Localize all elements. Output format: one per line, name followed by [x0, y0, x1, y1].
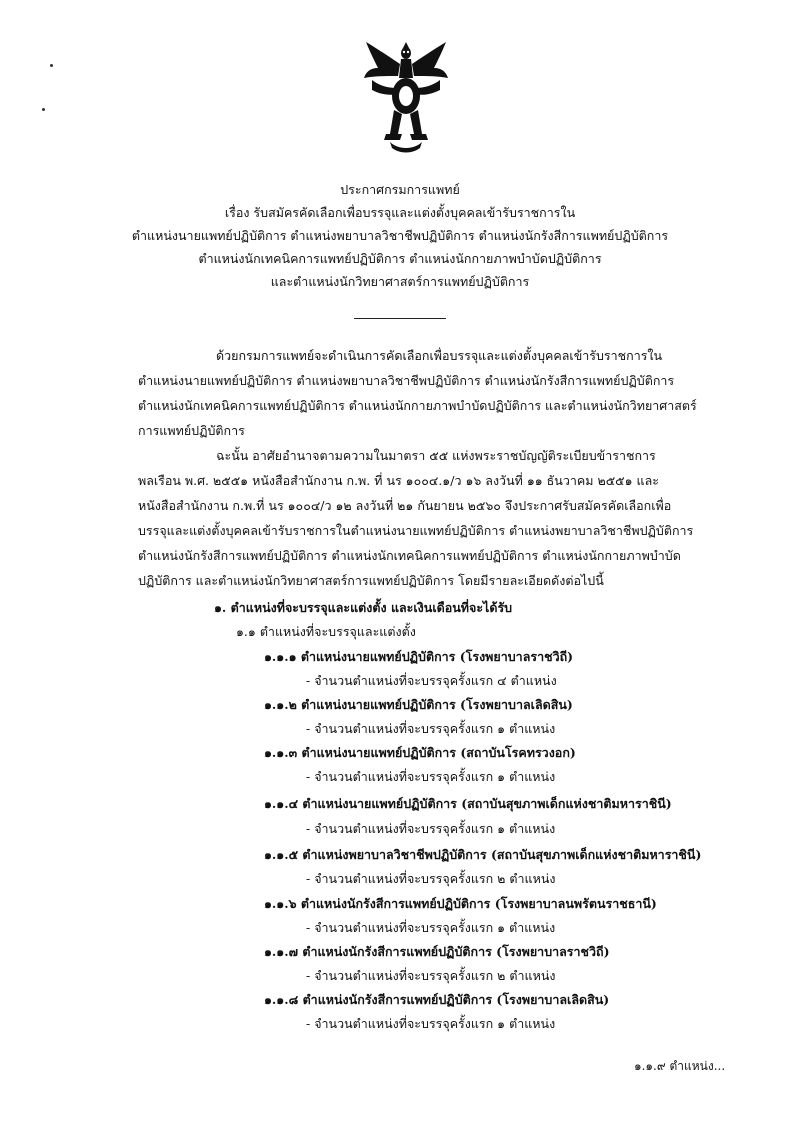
position-title: ๑.๑.๘ ตำแหน่งนักรังสีการแพทย์ปฏิบัติการ (โรงพยาบาลเลิดสิน): [264, 992, 610, 1007]
position-count: - จำนวนตำแหน่งที่จะบรรจุครั้งแรก ๑ ตำแหน่ง: [306, 1016, 556, 1031]
header-title: ประกาศกรมการแพทย์: [340, 182, 460, 197]
paragraph-line: ฉะนั้น อาศัยอำนาจตามความในมาตรา ๕๕ แห่งพระราชบัญญัติระเบียบข้าราชการ: [216, 448, 656, 463]
paragraph-line: ตำแหน่งนายแพทย์ปฏิบัติการ ตำแหน่งพยาบาลวิชาชีพปฏิบัติการ ตำแหน่งนักรังสีการแพทย์ปฏิบัติการ: [138, 373, 675, 388]
position-count: - จำนวนตำแหน่งที่จะบรรจุครั้งแรก ๑ ตำแหน่ง: [306, 920, 556, 935]
header-subject: เรื่อง รับสมัครคัดเลือกเพื่อบรรจุและแต่งตั้งบุคคลเข้ารับราชการใน: [224, 205, 576, 220]
position-count: - จำนวนตำแหน่งที่จะบรรจุครั้งแรก ๒ ตำแหน่ง: [306, 871, 556, 886]
paragraph-line: บรรจุและแต่งตั้งบุคคลเข้ารับราชการในตำแหน่งนายแพทย์ปฏิบัติการ ตำแหน่งพยาบาลวิชาชีพปฏิบัติการ: [138, 523, 694, 538]
header-subject-line: ตำแหน่งนายแพทย์ปฏิบัติการ ตำแหน่งพยาบาลวิชาชีพปฏิบัติการ ตำแหน่งนักรังสีการแพทย์ปฏิบัติการ: [131, 228, 669, 243]
position-title: ๑.๑.๓ ตำแหน่งนายแพทย์ปฏิบัติการ (สถาบันโรคทรวงอก): [264, 745, 576, 760]
paragraph-line: การแพทย์ปฏิบัติการ: [138, 423, 245, 438]
paragraph-line: ปฏิบัติการ และตำแหน่งนักวิทยาศาสตร์การแพทย์ปฏิบัติการ โดยมีรายละเอียดดังต่อไปนี้: [138, 573, 604, 588]
paragraph-line: พลเรือน พ.ศ. ๒๕๕๑ หนังสือสำนักงาน ก.พ. ที่ นร ๑๐๐๔.๑/ว ๑๖ ลงวันที่ ๑๑ ธันวาคม ๒๕๕๑ และ: [138, 473, 659, 488]
position-title: ๑.๑.๗ ตำแหน่งนักรังสีการแพทย์ปฏิบัติการ (โรงพยาบาลราชวิถี): [264, 944, 610, 959]
authority-paragraph: [138, 443, 738, 593]
paragraph-line: ตำแหน่งนักรังสีการแพทย์ปฏิบัติการ ตำแหน่งนักเทคนิคการแพทย์ปฏิบัติการ ตำแหน่งนักกายภาพบำบัด: [138, 548, 681, 563]
position-title: ๑.๑.๖ ตำแหน่งนักรังสีการแพทย์ปฏิบัติการ (โรงพยาบาลนพรัตนราชธานี): [264, 896, 657, 911]
section-subheading: ๑.๑ ตำแหน่งที่จะบรรจุและแต่งตั้ง: [236, 624, 416, 639]
scan-speck: [42, 108, 45, 111]
position-count: - จำนวนตำแหน่งที่จะบรรจุครั้งแรก ๑ ตำแหน่ง: [306, 769, 556, 784]
position-count: - จำนวนตำแหน่งที่จะบรรจุครั้งแรก ๒ ตำแหน่ง: [306, 968, 556, 983]
section-heading: ๑. ตำแหน่งที่จะบรรจุและแต่งตั้ง และเงินเดือนที่จะได้รับ: [214, 600, 513, 615]
position-title: ๑.๑.๑ ตำแหน่งนายแพทย์ปฏิบัติการ (โรงพยาบาลราชวิถี): [264, 649, 574, 664]
header-subject-line: และตำแหน่งนักวิทยาศาสตร์การแพทย์ปฏิบัติการ: [270, 274, 530, 289]
announcement-header: [100, 178, 700, 293]
paragraph-line: ตำแหน่งนักเทคนิคการแพทย์ปฏิบัติการ ตำแหน่งนักกายภาพบำบัดปฏิบัติการ และตำแหน่งนักวิทยาศาสตร์: [138, 398, 697, 413]
header-subject-line: ตำแหน่งนักเทคนิคการแพทย์ปฏิบัติการ ตำแหน่งนักกายภาพบำบัดปฏิบัติการ: [198, 251, 602, 266]
position-title: ๑.๑.๒ ตำแหน่งนายแพทย์ปฏิบัติการ (โรงพยาบาลเลิดสิน): [264, 697, 573, 712]
garuda-emblem-icon: [360, 38, 452, 156]
paragraph-line: หนังสือสำนักงาน ก.พ.ที่ นร ๑๐๐๔/ว ๑๒ ลงวันที่ ๒๑ กันยายน ๒๕๖๐ จึงประกาศรับสมัครคัดเลือกเพื่อ: [138, 498, 672, 513]
paragraph-line: ด้วยกรมการแพทย์จะดำเนินการคัดเลือกเพื่อบรรจุและแต่งตั้งบุคคลเข้ารับราชการใน: [216, 348, 663, 363]
intro-paragraph: [138, 343, 738, 443]
position-title: ๑.๑.๕ ตำแหน่งพยาบาลวิชาชีพปฏิบัติการ (สถาบันสุขภาพเด็กแห่งชาติมหาราชินี): [264, 847, 702, 862]
page-continuation: ๑.๑.๙ ตำแหน่ง...: [634, 1059, 726, 1073]
header-divider: [354, 318, 446, 319]
position-title: ๑.๑.๔ ตำแหน่งนายแพทย์ปฏิบัติการ (สถาบันสุขภาพเด็กแห่งชาติมหาราชินี): [264, 796, 672, 811]
position-count: - จำนวนตำแหน่งที่จะบรรจุครั้งแรก ๑ ตำแหน่ง: [306, 721, 556, 736]
scan-speck: [50, 64, 53, 67]
position-count: - จำนวนตำแหน่งที่จะบรรจุครั้งแรก ๑ ตำแหน่ง: [306, 821, 556, 836]
position-count: - จำนวนตำแหน่งที่จะบรรจุครั้งแรก ๔ ตำแหน่ง: [306, 673, 557, 688]
